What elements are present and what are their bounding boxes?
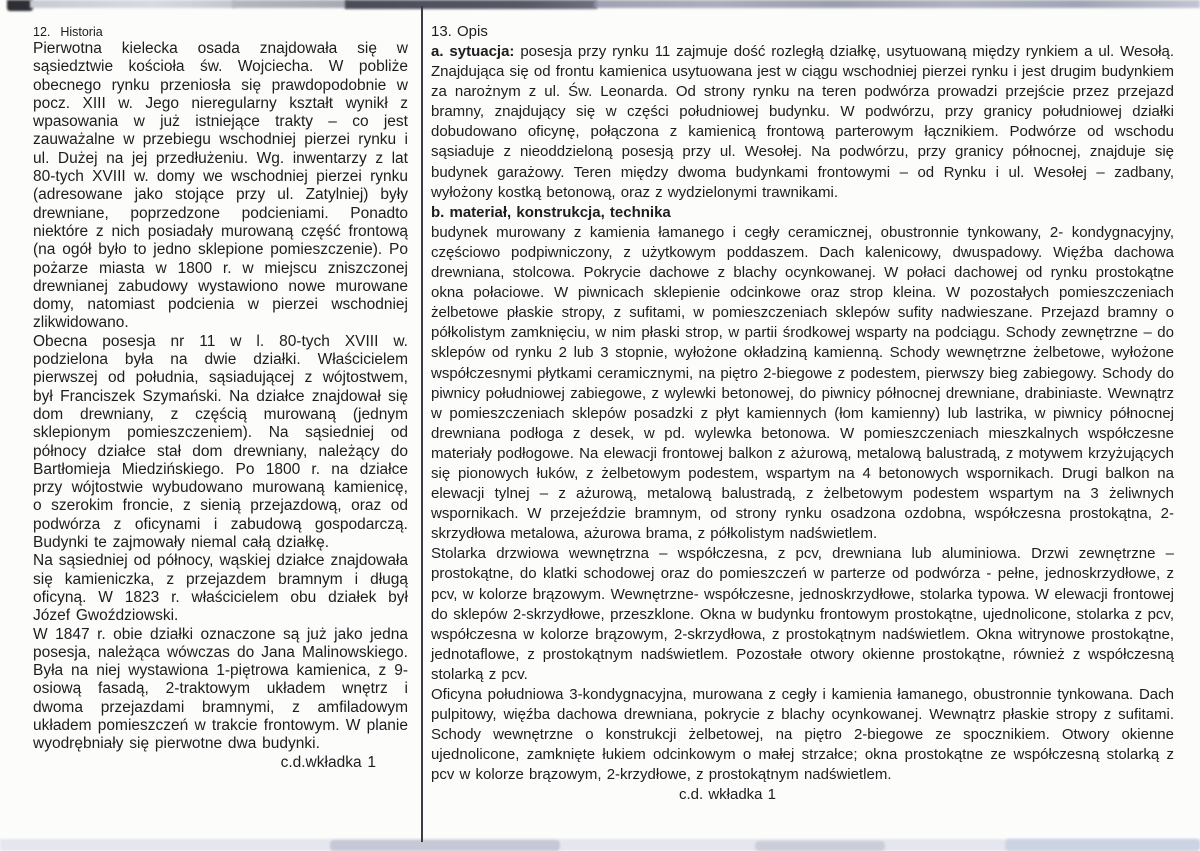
situation-paragraph [431, 42, 1174, 203]
history-continuation-note: c.d.wkładka 1 [280, 753, 376, 771]
scan-artifact-bottom-patch [755, 841, 885, 851]
paragraph: Obecna posesja nr 11 w l. 80-tych XVIII w. podzielona była na dwie działki. Właścicielem pierwszej od południa, sąsiadującej z wójtostwem, był Franciszek Szymański. Na działce znajdował się dom drewniany, z częścią murowaną (jednym sklepionym pomieszczeniem). Na sąsiedniej od północy działce stał dom drewniany, należący do Bartłomieja Miedzińskiego. Po 1800 r. na działce przy wójtostwie wybudowano murowaną kamienicę, o szerokim froncie, z sienią przejazdową, oraz od podwórza z oficynami i zabudową gospodarczą. Budynki te zajmowały niemal całą działkę. [33, 332, 408, 552]
paragraph: Oficyna południowa 3-kondygnacyjna, murowana z cegły i kamienia łamanego, obustronnie tynkowana. Dach pulpitowy, więźba dachowa drewniana, pokrycie z blachy ocynkowanej. Wewnątrz płaskie stropy z sufitami. Schody wewnętrzne o konstrukcji żelbetowej, na piętro 2-biegowe ze spocznikiem. Otwory okienne ujednolicone, zamknięte łukiem odcinkowym o małej strzałce; okna prostokątne ze współczesną stolarką z pcv w kolorze brązowym, 2-krzydłowe, z prostokątnym nadświetlem. [431, 686, 1174, 784]
material-construction-paragraphs [431, 223, 1174, 786]
paragraph: Stolarka drzwiowa wewnętrzna – współczesna, z pcv, drewniana lub aluminiowa. Drzwi zewnętrzne – prostokątne, do klatki schodowej oraz do pomieszczeń w parterze od podwórza - pełne, jednoskrzydłowe, z pcv, w kolorze brązowym. Wewnętrzne- współczesne, jednoskrzydłowe, stolarka typowa. W elewacji frontowej do sklepów 2-skrzydłowe, przeszklone. Okna w budynku frontowym prostokątne, ujednolicone, stolarka z pcv, współczesna w kolorze brązowym, 2-skrzydłowa, z prostokątnym nadświetlem. Okna witrynowe prostokątne, jednotaflowe, z prostokątnym nadświetlem. Pozostałe otwory okienne prostokątne, również z współczesną stolarką z pcv. [431, 545, 1174, 683]
column-divider-line [421, 6, 423, 842]
history-section-heading: 12. Historia [33, 25, 103, 39]
situation-text: posesja przy rynku 11 zajmuje dość rozległą działkę, usytuowaną między rynkiem a ul. Wesołą. Znajdująca się od frontu kamienica usytuowana jest w ciągu wschodniej pierzei rynku i jest drugim budynkiem za narożnym z ul. Św. Leonarda. Od strony rynku na teren podwórza prowadzi przejście przez przejazd bramny, znajdujący się w części południowej budynku. W podwórzu, przy granicy południowej działki dobudowano oficynę, połączona z kamienicą frontową parterowym łącznikiem. Podwórze od wschodu sąsiaduje z nieoddzieloną posesją przy ul. Wesołej. Na podwórzu, przy granicy północnej, znajduje się budynek garażowy. Teren między dwoma budynkami frontowymi – od Rynku i ul. Wesołej – zadbany, wyłożony kostką betonową, oraz z wydzielonymi trawnikami. [431, 43, 1175, 201]
scan-artifact-top-mid [232, 0, 348, 8]
history-column [33, 24, 408, 772]
history-paragraphs [33, 40, 408, 754]
paragraph: W 1847 r. obie działki oznaczone są już jako jedna posesja, należąca wówczas do Jana Malinowskiego. Była na niej wystawiona 1-piętrowa kamienica, z 9-osiową fasadą, 2-traktowym układem wnętrz i dwoma przejazdami bramnymi, z amfiladowym układem pomieszczeń w trakcie frontowym. W planie wyodrębniały się pierwotne dwa budynki. [33, 625, 408, 753]
paragraph: Na sąsiedniej od północy, wąskiej działce znajdowała się kamieniczka, z przejazdem bramnym i długą oficyną. W 1823 r. właścicielem obu działek był Józef Gwoździowski. [33, 552, 408, 625]
scan-artifact-bottom-patch [330, 840, 560, 851]
description-continuation-note: c.d. wkładka 1 [678, 786, 777, 804]
paragraph: Pierwotna kielecka osada znajdowała się w sąsiedztwie kościoła św. Wojciecha. W pobliże obecnego rynku przeniosła się prawdopodobnie w pocz. XIII w. Jego nieregularny kształt wynikł z wpasowania w już istniejące trakty – co jest zauważalne w przebiegu wschodniej pierzei rynku i ul. Dużej na jej przedłużeniu. Wg. inwentarzy z lat 80-tych XVIII w. domy we wschodniej pierzei rynku (adresowane jako stojące przy ul. Zatylniej) były drewniane, poprzedzone podcieniami. Ponadto niektóre z nich posiadały murowaną część frontową (na ogół było to jedno sklepione pomieszczenie). Po pożarze miasta w 1800 r. w miejscu zniszczonej drewnianej zabudowy wystawiono nowe murowane domy, natomiast podcienia w pierzei wschodniej zlikwidowano. [33, 40, 408, 332]
scan-artifact-top-right [594, 0, 1200, 8]
material-construction-heading: b. materiał, konstrukcja, technika [431, 203, 671, 221]
scan-artifact-top-light [30, 0, 235, 8]
scan-artifact-top-dark [345, 0, 597, 9]
paragraph: budynek murowany z kamienia łamanego i cegły ceramicznej, obustronnie tynkowany, 2- kondygnacyjny, częściowo podpiwniczony, z użytkowym poddaszem. Dach kalenicowy, dwuspadowy. Więźba dachowa drewniana, stolcowa. Pokrycie dachowe z blachy ocynkowanej. W połaci dachowej od rynku prostokątne okna połaciowe. W piwnicach sklepienie odcinkowe oraz strop kleina. W pozostałych pomieszczeniach żelbetowe płaskie stropy, z sufitami, w pomieszczeniach sklepów sufity nadwieszane. Przejazd bramny o półkolistym zamknięciu, w nim płaski strop, w partii środkowej wsparty na podciągu. Schody zewnętrzne – do sklepów od rynku 2 lub 3 stopnie, wyłożone okładziną kamienną. Schody wewnętrzne żelbetowe, wyłożone współczesnymi płytkami ceramicznymi, na piętro 2-biegowe z podestem, pierwszy bieg zabiegowy. Schody do piwnicy południowej zabiegowe, z wylewki betonowej, do piwnicy północnej drewniane, drabiniaste. Wewnątrz w pomieszczeniach sklepów posadzki z płyt kamiennych (łom kamienny) lub lastrika, w piwnicy północnej drewniana podłoga z desek, w pd. wylewka betonowa. W pomieszczeniach mieszkalnych współczesne materiały podłogowe. Na elewacji frontowej balkon z ażurową, metalową balustradą, z motywem krzyżujących się pionowych łuków, z żelbetowym podestem, wspartym na 4 betonowych wspornikach. Drugi balkon na elewacji tylnej – z ażurową, metalową balustradą, z żelbetowym podestem wspartym na 3 żeliwnych wspornikach. W przejeździe bramnym, od strony rynku osadzona ozdobna, współczesna prostokątna, 2-skrzydłowa metalowa, ażurowa brama, z półkolistym nadświetlem. [431, 223, 1174, 543]
scan-artifact-bottom-patch [1005, 839, 1200, 851]
description-section-heading: 13. Opis [431, 23, 488, 40]
situation-label: a. sytuacja: [431, 43, 515, 60]
description-column [431, 22, 1174, 806]
